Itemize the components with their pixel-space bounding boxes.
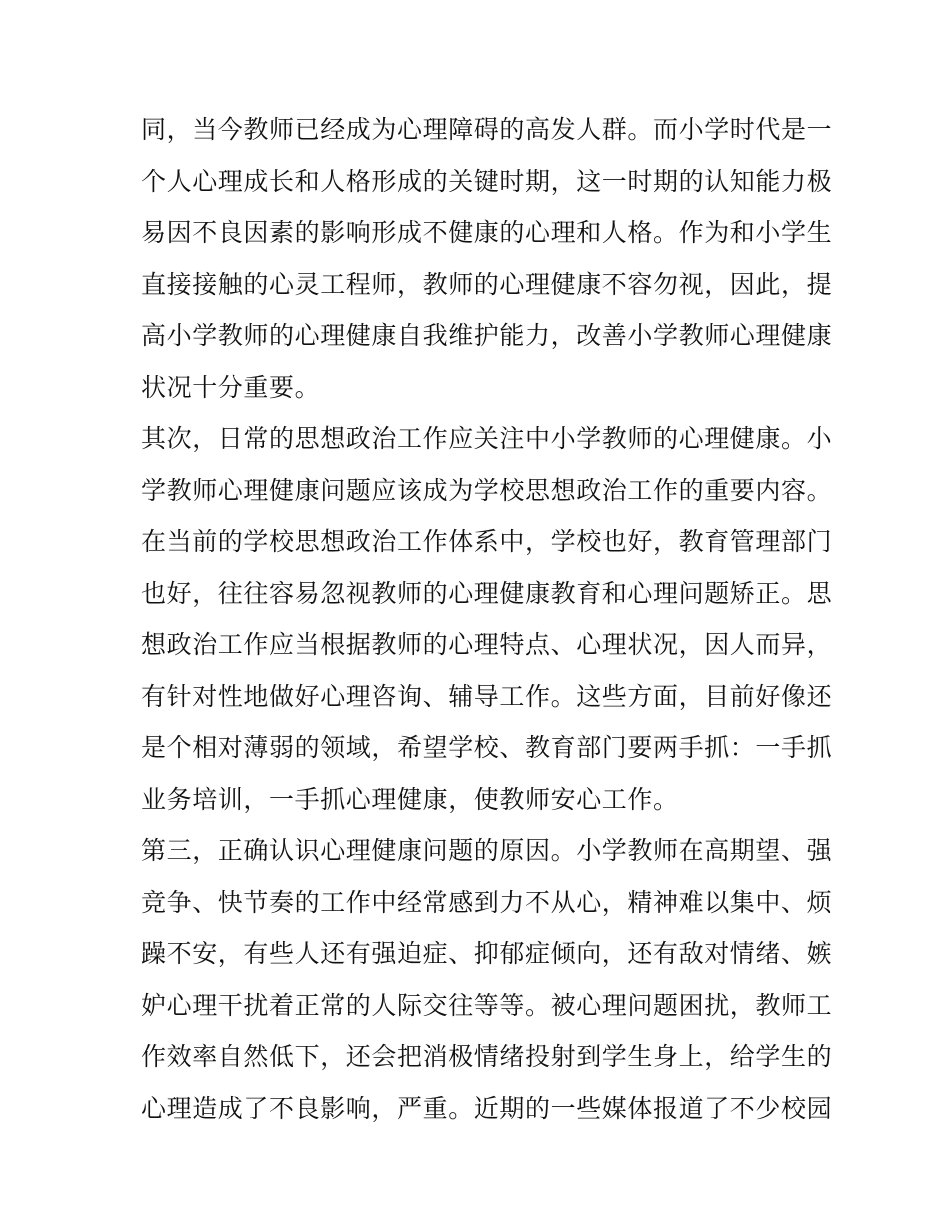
text-line: 妒心理干扰着正常的人际交往等等。被心理问题困扰，教师工: [141, 990, 833, 1020]
text-line: 个人心理成长和人格形成的关键时期，这一时期的认知能力极: [141, 166, 833, 196]
text-line: 状况十分重要。: [141, 372, 321, 402]
text-line: 易因不良因素的影响形成不健康的心理和人格。作为和小学生: [141, 218, 833, 247]
text-line: 业务培训，一手抓心理健康，使教师安心工作。: [141, 784, 679, 814]
text-line: 心理造成了不良影响，严重。近期的一些媒体报道了不少校园: [141, 1093, 833, 1123]
text-line: 第三，正确认识心理健康问题的原因。小学教师在高期望、强: [141, 836, 833, 865]
text-line: 想政治工作应当根据教师的心理特点、心理状况，因人而异，: [141, 630, 833, 659]
text-line: 高小学教师的心理健康自我维护能力，改善小学教师心理健康: [141, 321, 833, 350]
text-line: 直接接触的心灵工程师，教师的心理健康不容勿视，因此，提: [141, 269, 833, 299]
text-line: 是个相对薄弱的领域，希望学校、教育部门要两手抓：一手抓: [141, 733, 833, 762]
text-line: 也好，往往容易忽视教师的心理健康教育和心理问题矫正。思: [141, 578, 833, 608]
text-line: 其次，日常的思想政治工作应关注中小学教师的心理健康。小: [141, 424, 833, 453]
text-line: 有针对性地做好心理咨询、辅导工作。这些方面，目前好像还: [141, 681, 833, 711]
text-line: 躁不安，有些人还有强迫症、抑郁症倾向，还有敌对情绪、嫉: [141, 939, 833, 968]
body-text: [141, 104, 833, 1134]
text-line: 同，当今教师已经成为心理障碍的高发人群。而小学时代是一: [141, 115, 833, 144]
text-line: 竞争、快节奏的工作中经常感到力不从心，精神难以集中、烦: [141, 887, 833, 917]
text-line: 在当前的学校思想政治工作体系中，学校也好，教育管理部门: [141, 527, 833, 556]
text-line: 学教师心理健康问题应该成为学校思想政治工作的重要内容。: [141, 475, 833, 505]
text-line: 作效率自然低下，还会把消极情绪投射到学生身上，给学生的: [141, 1042, 833, 1071]
